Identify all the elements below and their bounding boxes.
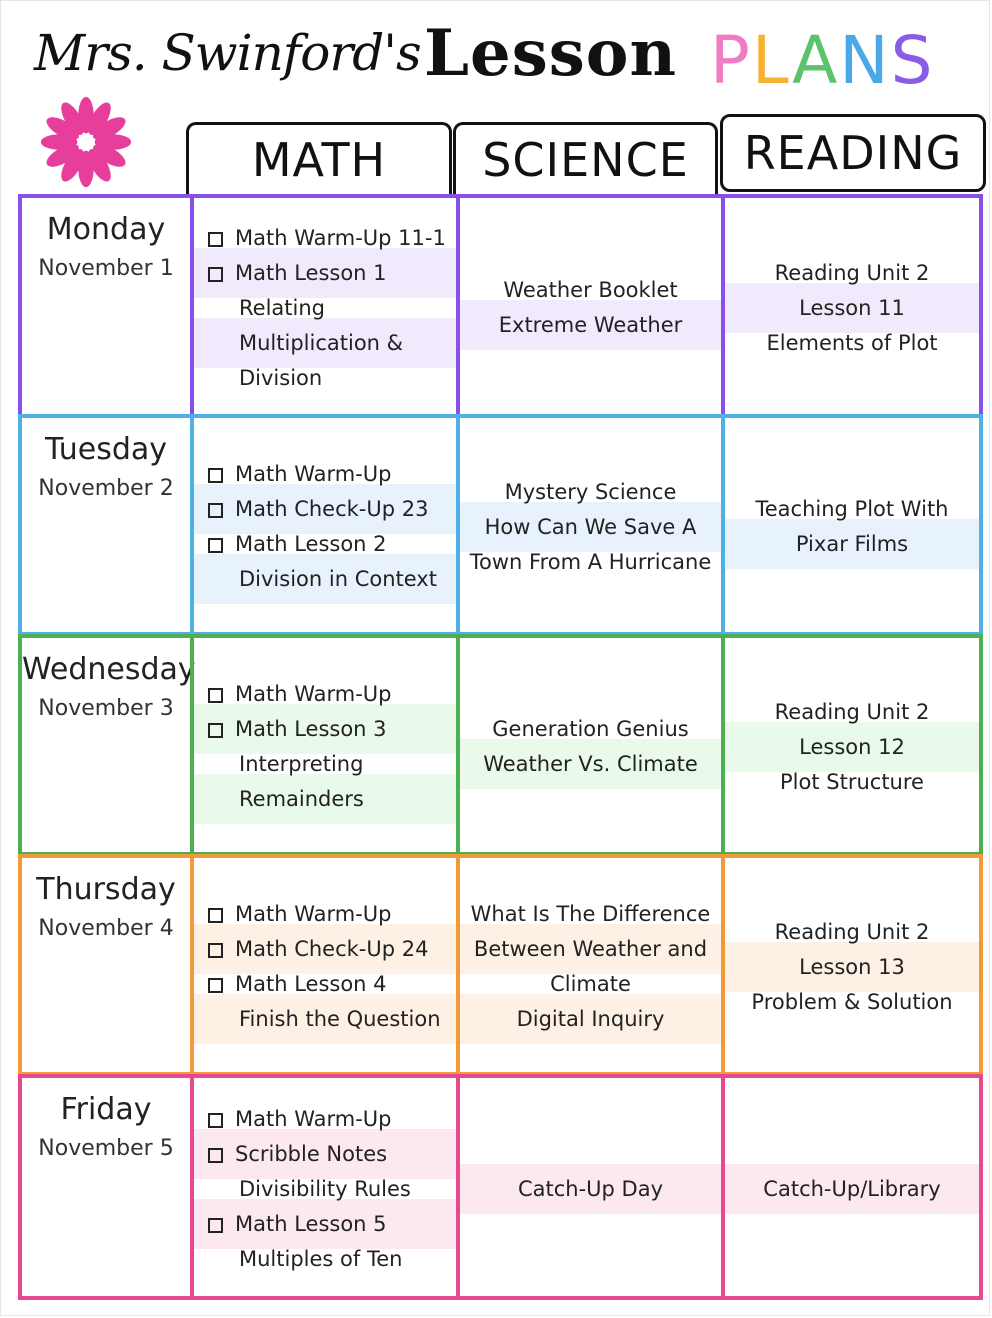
math-cell [190,858,456,1072]
reading-cell [721,418,979,632]
math-task [208,932,428,966]
day-name: Wednesday [22,652,196,687]
science-text: What Is The Difference [470,902,711,926]
math-task-text: Math Lesson 1 [235,261,387,285]
reading-text: Reading Unit 2 [774,261,930,285]
math-task [239,291,325,325]
science-text: Generation Genius [492,717,689,741]
day-row [18,1074,983,1300]
math-task-text: Divisibility Rules [239,1177,411,1201]
math-task-text: Finish the Question [239,1007,441,1031]
science-cell [456,638,721,852]
checkbox-icon [208,468,223,483]
tab-science: SCIENCE [453,122,718,194]
science-text: Mystery Science [504,480,677,504]
math-task-text: Multiples of Ten [239,1247,403,1271]
math-task-text: Math Warm-Up [235,902,392,926]
day-cell [22,858,190,1072]
science-cell [456,418,721,632]
math-task [208,1137,387,1171]
math-task-text: Scribble Notes [235,1142,388,1166]
day-row [18,194,983,418]
checkbox-icon [208,943,223,958]
checkbox-icon [208,232,223,247]
math-task [208,897,392,931]
tab-reading: READING [720,114,986,192]
math-task [239,326,403,360]
math-task [208,677,392,711]
science-text: Climate [550,972,631,996]
math-task [208,527,387,561]
reading-text: Lesson 13 [799,955,905,979]
checkbox-icon [208,1113,223,1128]
science-text: How Can We Save A [484,515,697,539]
checkbox-icon [208,688,223,703]
science-text: Weather Vs. Climate [483,752,698,776]
flower-icon [38,94,134,190]
math-task [208,967,387,1001]
plans-letter: P [710,22,752,99]
title-main: Lesson [424,16,677,91]
day-date: November 5 [38,1136,174,1161]
reading-cell [721,198,979,414]
math-task [208,712,387,746]
science-cell [456,1078,721,1296]
science-text: Digital Inquiry [516,1007,665,1031]
day-name: Friday [60,1092,152,1127]
day-name: Monday [46,212,166,247]
reading-text: Plot Structure [780,770,924,794]
day-row [18,634,983,856]
checkbox-icon [208,267,223,282]
math-task-text: Math Warm-Up [235,462,392,486]
math-task [239,1002,441,1036]
reading-text: Lesson 11 [799,296,905,320]
checkbox-icon [208,1218,223,1233]
reading-text: Reading Unit 2 [774,700,930,724]
math-task-text: Interpreting [239,752,364,776]
math-cell [190,1078,456,1296]
day-name: Tuesday [44,432,168,467]
title-plans [710,22,935,99]
day-cell [22,1078,190,1296]
math-cell [190,638,456,852]
math-task-text: Math Check-Up 23 [235,497,429,521]
math-cell [190,418,456,632]
math-task [208,1102,392,1136]
science-text: Extreme Weather [498,313,683,337]
plans-letter: L [751,22,793,99]
science-text: Weather Booklet [503,278,678,302]
math-task [208,221,446,255]
math-task [239,562,437,596]
math-task-text: Division [239,366,323,390]
math-task-text: Multiplication & [239,331,404,355]
reading-text: Lesson 12 [799,735,905,759]
reading-text: Catch-Up/Library [763,1177,941,1201]
day-cell [22,638,196,852]
reading-cell [721,638,979,852]
checkbox-icon [208,723,223,738]
math-task [239,1172,411,1206]
math-task [239,1242,402,1276]
math-task [239,361,322,395]
science-text: Town From A Hurricane [469,550,712,574]
math-task [208,1207,387,1241]
plans-letter: S [890,22,935,99]
math-task [208,256,387,290]
reading-text: Reading Unit 2 [774,920,930,944]
day-cell [22,198,190,414]
reading-text: Elements of Plot [766,331,938,355]
day-row [18,854,983,1076]
math-task-text: Math Warm-Up [235,1107,392,1131]
math-cell [190,198,456,414]
checkbox-icon [208,503,223,518]
math-task-text: Math Lesson 5 [235,1212,387,1236]
checkbox-icon [208,978,223,993]
day-date: November 1 [38,256,174,281]
tab-math: MATH [186,122,452,194]
reading-cell [721,858,979,1072]
checkbox-icon [208,1148,223,1163]
checkbox-icon [208,908,223,923]
math-task [208,457,392,491]
checkbox-icon [208,538,223,553]
title-script: Mrs. Swinford's [34,24,421,82]
math-task-text: Remainders [239,787,364,811]
math-task [208,492,428,526]
math-task-text: Math Lesson 3 [235,717,387,741]
math-task-text: Relating [239,296,325,320]
science-text: Between Weather and [473,937,708,961]
math-task-text: Math Lesson 2 [235,532,387,556]
plans-letter: A [792,22,840,99]
math-task-text: Math Warm-Up [235,682,392,706]
math-task [239,782,364,816]
math-task-text: Division in Context [239,567,437,591]
science-text: Catch-Up Day [517,1177,664,1201]
reading-cell [721,1078,979,1296]
day-date: November 4 [38,916,174,941]
day-cell [22,418,190,632]
reading-text: Pixar Films [795,532,909,556]
science-cell [456,858,721,1072]
reading-text: Teaching Plot With [755,497,949,521]
science-cell [456,198,721,414]
plans-letter: N [839,22,891,99]
math-task-text: Math Check-Up 24 [235,937,429,961]
day-row [18,414,983,636]
math-task-text: Math Warm-Up 11-1 [235,226,446,250]
day-date: November 3 [38,696,174,721]
math-task-text: Math Lesson 4 [235,972,387,996]
day-name: Thursday [36,872,176,907]
reading-text: Problem & Solution [751,990,953,1014]
math-task [239,747,363,781]
day-date: November 2 [38,476,174,501]
